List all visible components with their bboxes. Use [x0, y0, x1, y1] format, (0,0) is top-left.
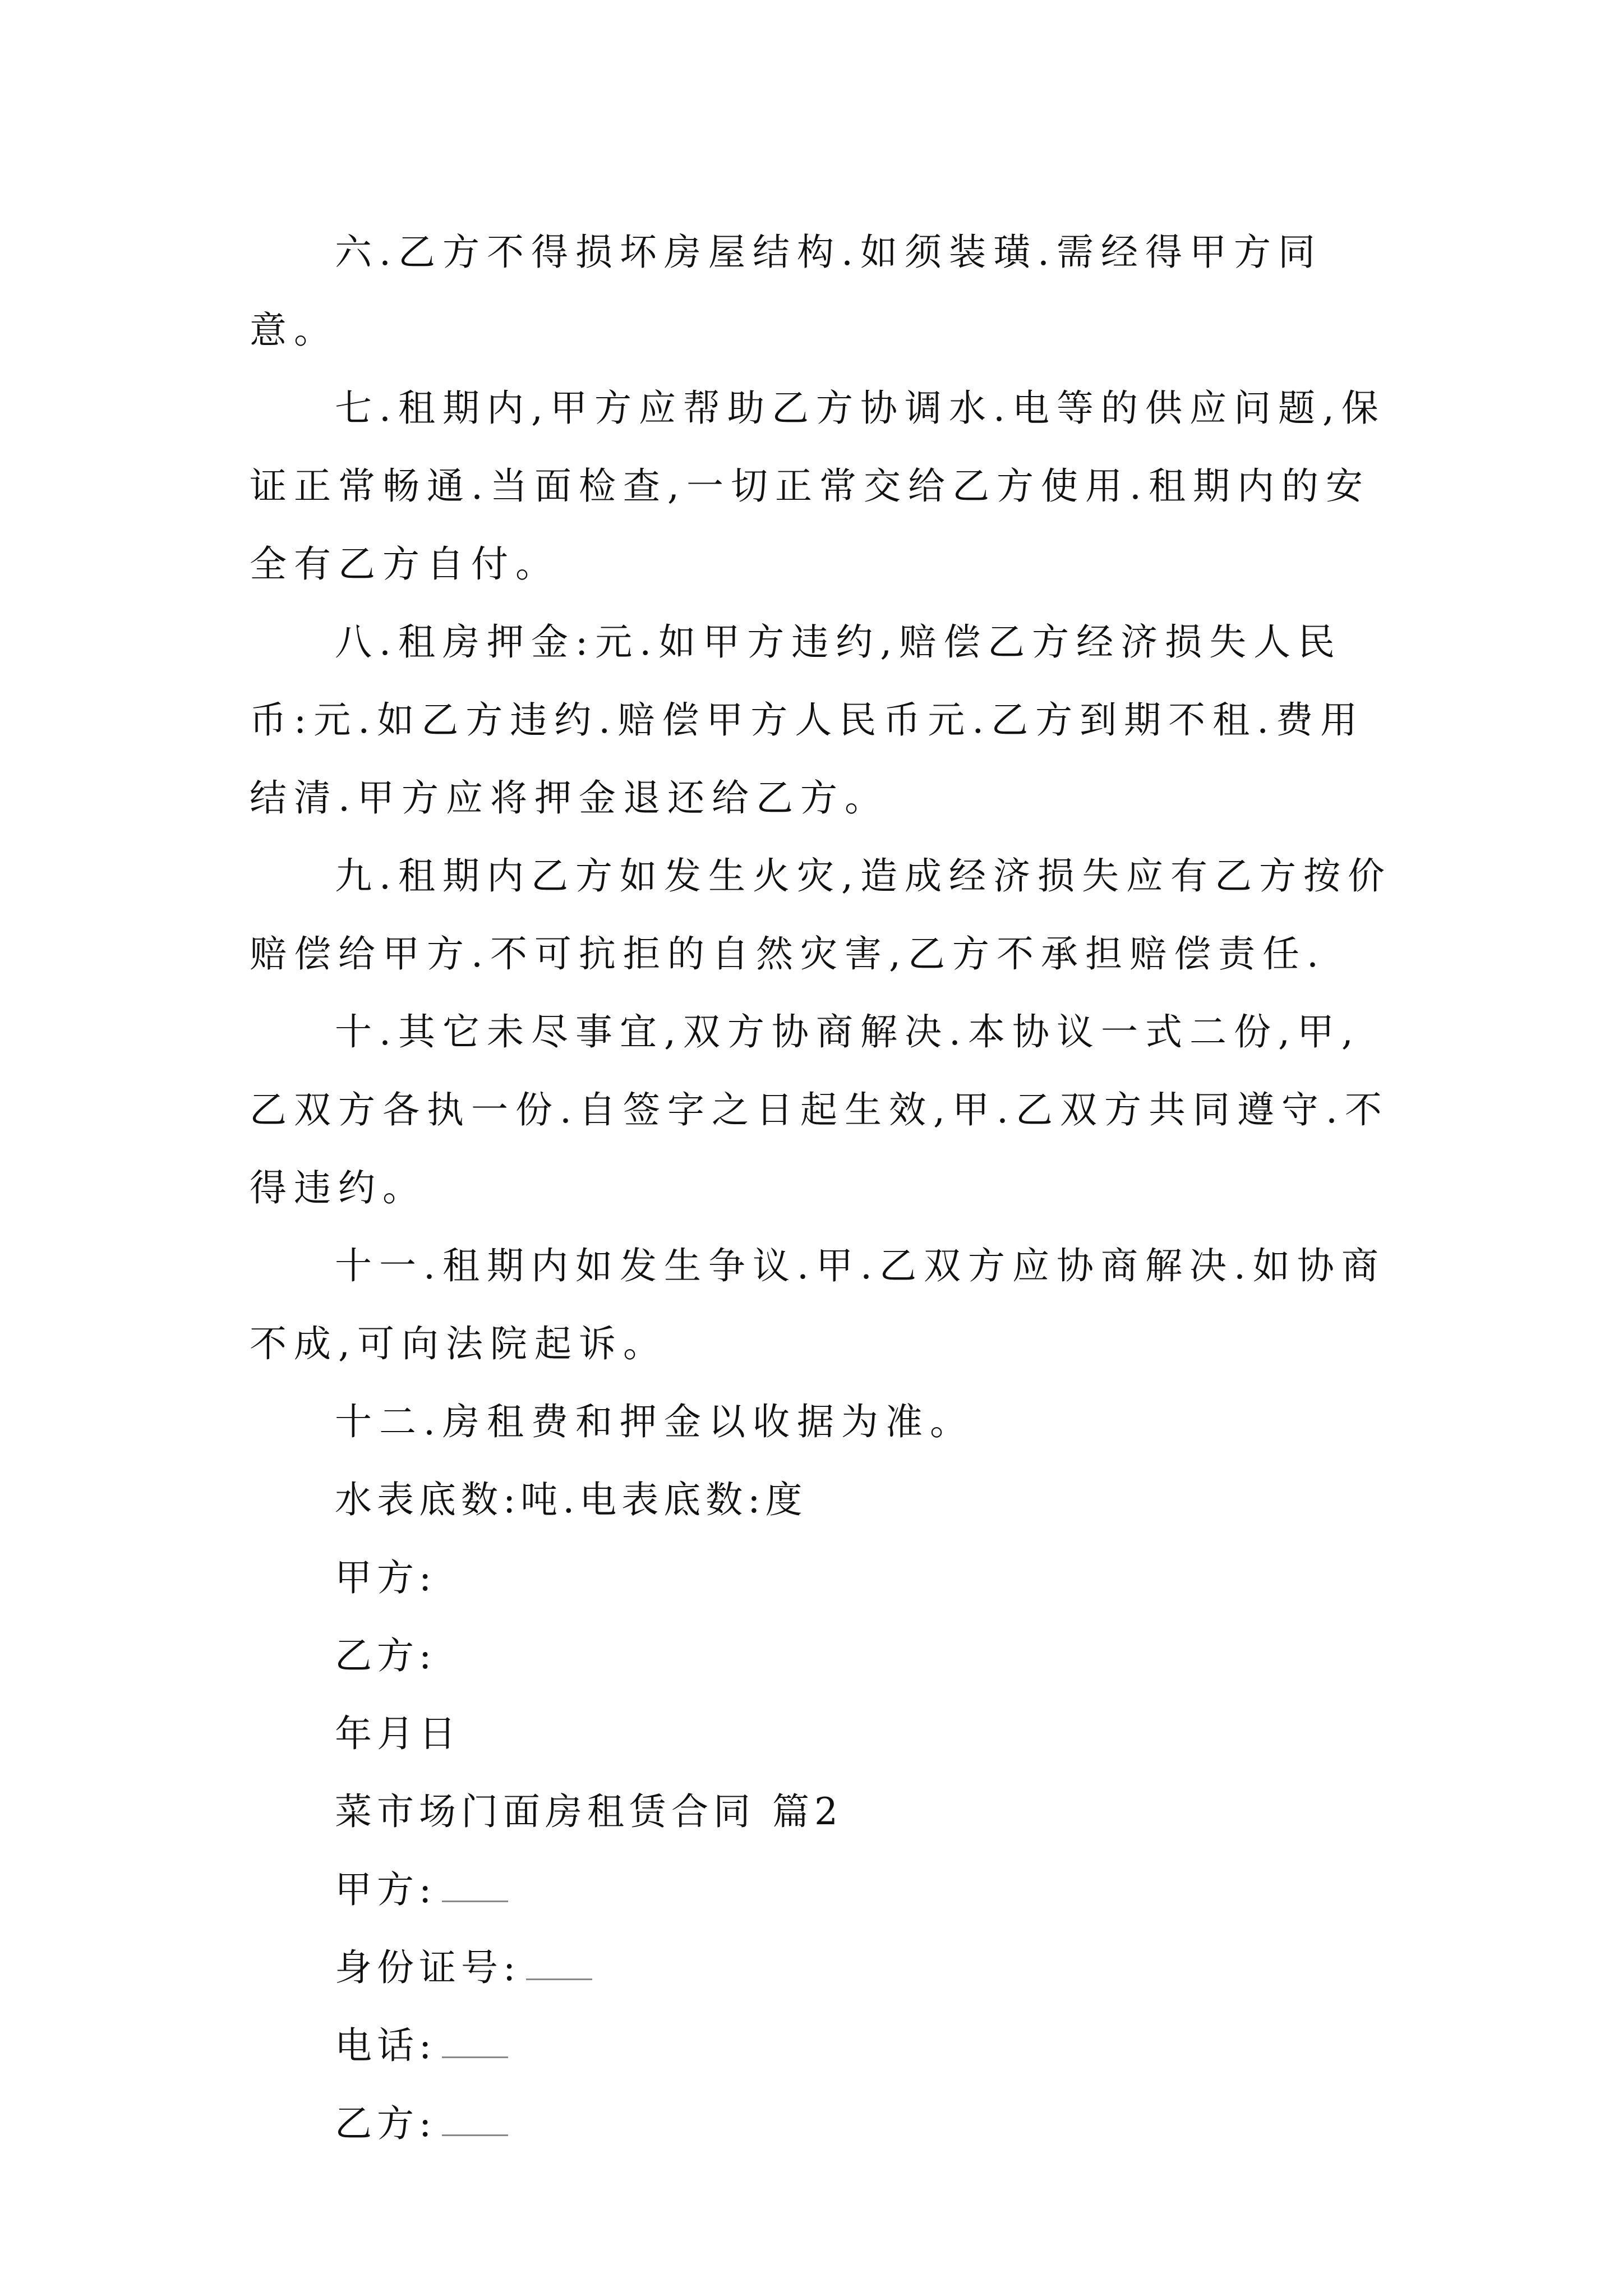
document-body	[250, 213, 1394, 2162]
clause-10: 十.其它未尽事宜,双方协商解决.本协议一式二份,甲,乙双方各执一份.自签字之日起生效,甲.乙双方共同遵守.不得违约。	[250, 1010, 1389, 1209]
clause-7: 七.租期内,甲方应帮助乙方协调水.电等的供应问题,保证正常畅通.当面检查,一切正常交给乙方使用.租期内的安全有乙方自付。	[250, 386, 1386, 586]
phone-field	[250, 2007, 1394, 2085]
party-b-label: 乙方:	[335, 2102, 437, 2145]
meter-reading-line: 水表底数:吨.电表底数:度	[335, 1478, 808, 1521]
id-number-field	[250, 1929, 1394, 2007]
id-number-label: 身份证号:	[335, 1946, 521, 1989]
party-a-blank	[442, 1867, 508, 1902]
clause-6: 六.乙方不得损坏房屋结构.如须装璜.需经得甲方同意。	[250, 231, 1322, 352]
id-number-blank	[526, 1945, 592, 1980]
clause-11: 十一.租期内如发生争议.甲.乙双方应协商解决.如协商不成,可向法院起诉。	[250, 1244, 1386, 1365]
party-a-field	[250, 1851, 1394, 1929]
party-a-signature: 甲方:	[335, 1556, 437, 1599]
party-b-field	[250, 2085, 1394, 2162]
clause-12: 十二.房租费和押金以收据为准。	[335, 1400, 974, 1443]
phone-label: 电话:	[335, 2024, 437, 2067]
phone-blank	[442, 2023, 508, 2058]
clause-9: 九.租期内乙方如发生火灾,造成经济损失应有乙方按价赔偿给甲方.不可抗拒的自然灾害,乙方不承担赔偿责任.	[250, 854, 1392, 976]
clause-8: 八.租房押金:元.如甲方违约,赔偿乙方经济损失人民币:元.如乙方违约.赔偿甲方人民币元.乙方到期不租.费用结清.甲方应将押金退还给乙方。	[250, 620, 1365, 820]
party-b-blank	[442, 2101, 508, 2136]
party-b-signature: 乙方:	[335, 1634, 437, 1677]
date-line: 年月日	[335, 1712, 461, 1755]
section-title: 菜市场门面房租赁合同 篇2	[335, 1790, 843, 1833]
party-a-label: 甲方:	[335, 1868, 437, 1911]
